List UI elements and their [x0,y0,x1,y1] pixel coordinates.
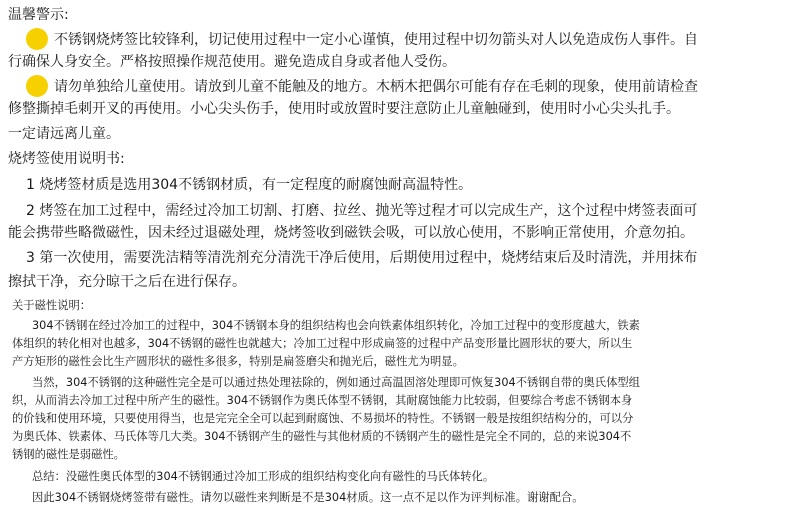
magnetism-conclusion: 因此304不锈钢烧烤签带有磁性。请勿以磁性来判断是不是304材质。这一点不足以作为评判标准。谢谢配合。 [32,491,584,504]
manual-item3-line2: 擦拭干净，充分晾干之后在进行保存。 [8,274,246,290]
manual-item2-line2: 能会携带些略微磁性，因未经过退磁处理，烧烤签收到磁铁会吸，可以放心使用，不影响正常使用，介意勿拍。 [8,225,694,241]
warning-item1-line2: 行确保人身安全。严格按照操作规范使用。避免造成自身或者他人受伤。 [8,54,456,70]
manual-item1: 1 烧烤签材质是选用304不锈钢材质，有一定程度的耐腐蚀耐高温特性。 [26,177,473,193]
manual-item3-line1: 3 第一次使用，需要洗洁精等清洗剂充分清洗干净后使用，后期使用过程中，烧烤结束后及时清洗，并用抹布 [26,250,698,266]
magnetism-p2-line4: 为奥氏体、铁素体、马氏体等几大类。304不锈钢产生的磁性与其他材质的不锈钢产生的磁性是完全不同的，总的来说304不 [12,430,632,443]
magnetism-summary: 总结：没磁性奥氏体型的304不锈钢通过冷加工形成的组织结构变化向有磁性的马氏体转化。 [32,470,495,483]
magnetism-p1-line3: 产方矩形的磁性会比生产圆形状的磁性多很多，特别是扁签磨尖和抛光后，磁性尤为明显。 [12,355,464,368]
warning-item1-line1: 不锈钢烧烤签比较锋利，切记使用过程中一定小心谨慎，使用过程中切勿箭头对人以免造成伤人事件。自 [54,32,698,48]
bullet-dot-icon [26,75,48,97]
magnetism-p2-line3: 的价钱和使用环境，只要使用得当，也是完完全全可以起到耐腐蚀、不易损坏的特性。不锈钢一般是按组织结构分的，可以分 [12,412,634,425]
magnetism-p2-line5: 锈钢的磁性是弱磁性。 [12,448,125,461]
warning-title: 温馨警示: [8,7,69,23]
magnetism-p2-line1: 当然，304不锈钢的这种磁性完全是可以通过热处理祛除的，例如通过高温固溶处理即可恢复304不锈钢自带的奥氏体型组 [32,376,640,389]
magnetism-title: 关于磁性说明： [12,299,92,312]
magnetism-p2-line2: 织，从而消去冷加工过程中所产生的磁性。304不锈钢作为奥氏体型不锈钢，其耐腐蚀能力比较弱，但要综合考虑不锈钢本身 [12,394,633,407]
warning-item2-line3: 一定请远离儿童。 [8,126,120,142]
bullet-dot-icon [26,28,48,50]
warning-item2-line1: 请勿单独给儿童使用。请放到儿童不能触及的地方。木柄木把偶尔可能有存在毛刺的现象，使用前请检查 [54,79,698,95]
magnetism-p1-line1: 304不锈钢在经过冷加工的过程中，304不锈钢本身的组织结构也会向铁素体组织转化，冷加工过程中的变形度越大，铁素 [32,319,640,332]
magnetism-p1-line2: 体组织的转化相对也越多，304不锈钢的磁性也就越大；冷加工过程中形成扁签的过程中产品变形量比圆形状的要大，所以生 [12,337,633,350]
warning-item2-line2: 修整撕掉毛刺开叉的再使用。小心尖头伤手，使用时或放置时要注意防止儿童触碰到，使用时小心尖头扎手。 [8,101,680,117]
manual-title: 烧烤签使用说明书: [8,151,125,167]
manual-item2-line1: 2 烤签在加工过程中，需经过冷加工切割、打磨、拉丝、抛光等过程才可以完成生产，这个过程中烤签表面可 [26,203,698,219]
